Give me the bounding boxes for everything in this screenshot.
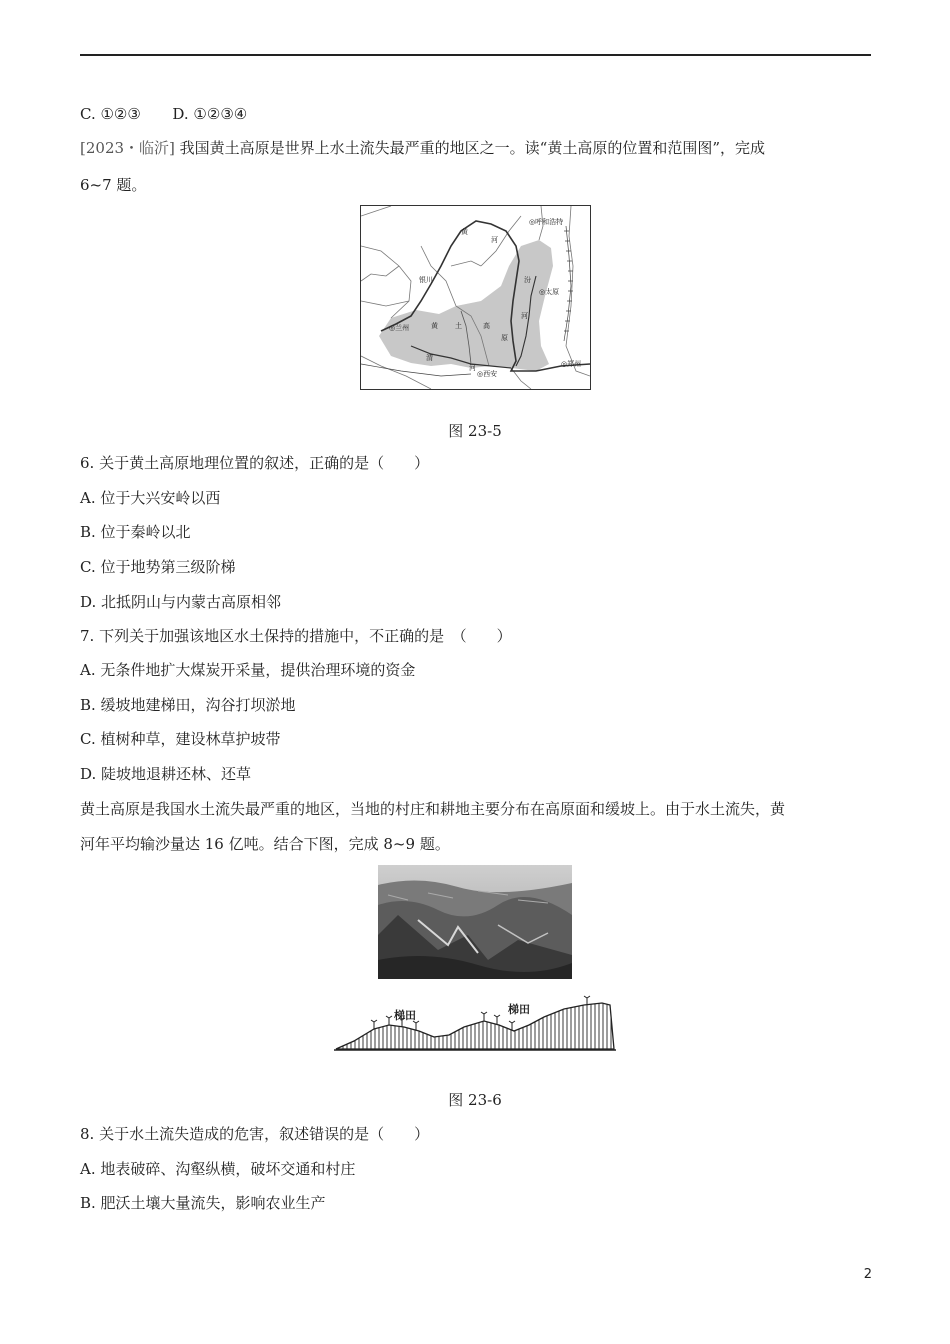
q7-option-c: C. 植树种草，建设林草护坡带 <box>80 730 281 748</box>
intro1-text1: 我国黄土高原是世界上水土流失最严重的地区之一。读“黄土高原的位置和范围图”，完成 <box>179 139 766 157</box>
map-svg <box>361 206 590 389</box>
intro1-line2: 6~7 题。 <box>80 176 147 194</box>
q6-option-a: A. 位于大兴安岭以西 <box>80 489 221 507</box>
figure-caption-23-6: 图 23-6 <box>448 1091 502 1109</box>
q7-option-b: B. 缓坡地建梯田，沟谷打坝淤地 <box>80 696 296 714</box>
label-gao: 高 <box>483 322 490 330</box>
option-line-prev <box>80 103 247 125</box>
plateau-region <box>379 240 553 371</box>
q6-option-c: C. 位于地势第三级阶梯 <box>80 558 236 576</box>
label-fen: 汾 <box>524 276 531 284</box>
option-d-prev: D. ①②③④ <box>172 105 248 123</box>
label-wei: 渭 <box>426 354 433 362</box>
q7-stem: 7. 下列关于加强该地区水土保持的措施中，不正确的是 （ ） <box>80 627 512 645</box>
q6-option-d: D. 北抵阴山与内蒙古高原相邻 <box>80 593 282 611</box>
option-c-prev: C. ①②③ <box>80 105 141 123</box>
terrace-label-2: 梯田 <box>508 1003 530 1016</box>
label-taiyuan: ◎太原 <box>539 288 560 296</box>
loess-gully-photo <box>378 865 572 979</box>
label-xian: ◎西安 <box>477 370 498 378</box>
label-lanzhou: ◎兰州 <box>389 324 410 332</box>
page-number: 2 <box>863 1267 872 1282</box>
label-yuan: 原 <box>501 334 508 342</box>
loess-plateau-map <box>360 205 591 390</box>
terrace-label-1: 梯田 <box>394 1009 416 1022</box>
terrain-profile <box>336 1003 614 1049</box>
header-rule <box>80 54 871 56</box>
intro1-line1 <box>80 137 765 159</box>
q6-option-b: B. 位于秦岭以北 <box>80 523 191 541</box>
q8-stem: 8. 关于水土流失造成的危害，叙述错误的是（ ） <box>80 1125 430 1143</box>
label-zhengzhou: ◎郑州 <box>561 360 582 368</box>
intro2-line2: 河年平均输沙量达 16 亿吨。结合下图，完成 8~9 题。 <box>80 835 450 853</box>
label-hohhot: ◎呼和浩特 <box>529 218 564 226</box>
label-he-bottom: 河 <box>469 364 476 372</box>
q8-option-b: B. 肥沃土壤大量流失，影响农业生产 <box>80 1194 326 1212</box>
label-yinchuan: 银川 <box>419 276 433 284</box>
q6-stem: 6. 关于黄土高原地理位置的叙述，正确的是（ ） <box>80 454 430 472</box>
label-huang2: 黄 <box>431 322 438 330</box>
label-huang-top: 黄 <box>461 228 468 236</box>
label-he-right: 河 <box>521 312 528 320</box>
source-tag: [2023・临沂] <box>80 139 175 157</box>
q7-option-d: D. 陡坡地退耕还林、还草 <box>80 765 252 783</box>
terrace-profile <box>334 995 618 1057</box>
q7-option-a: A. 无条件地扩大煤炭开采量，提供治理环境的资金 <box>80 661 416 679</box>
intro2-line1: 黄土高原是我国水土流失最严重的地区，当地的村庄和耕地主要分布在高原面和缓坡上。由于水土流失，黄 <box>80 800 786 818</box>
q8-option-a: A. 地表破碎、沟壑纵横，破坏交通和村庄 <box>80 1160 356 1178</box>
photo-svg <box>378 865 572 979</box>
figure-caption-23-5: 图 23-5 <box>448 422 502 440</box>
label-tu: 土 <box>455 322 462 330</box>
label-he-top: 河 <box>491 236 498 244</box>
profile-svg <box>334 995 618 1057</box>
